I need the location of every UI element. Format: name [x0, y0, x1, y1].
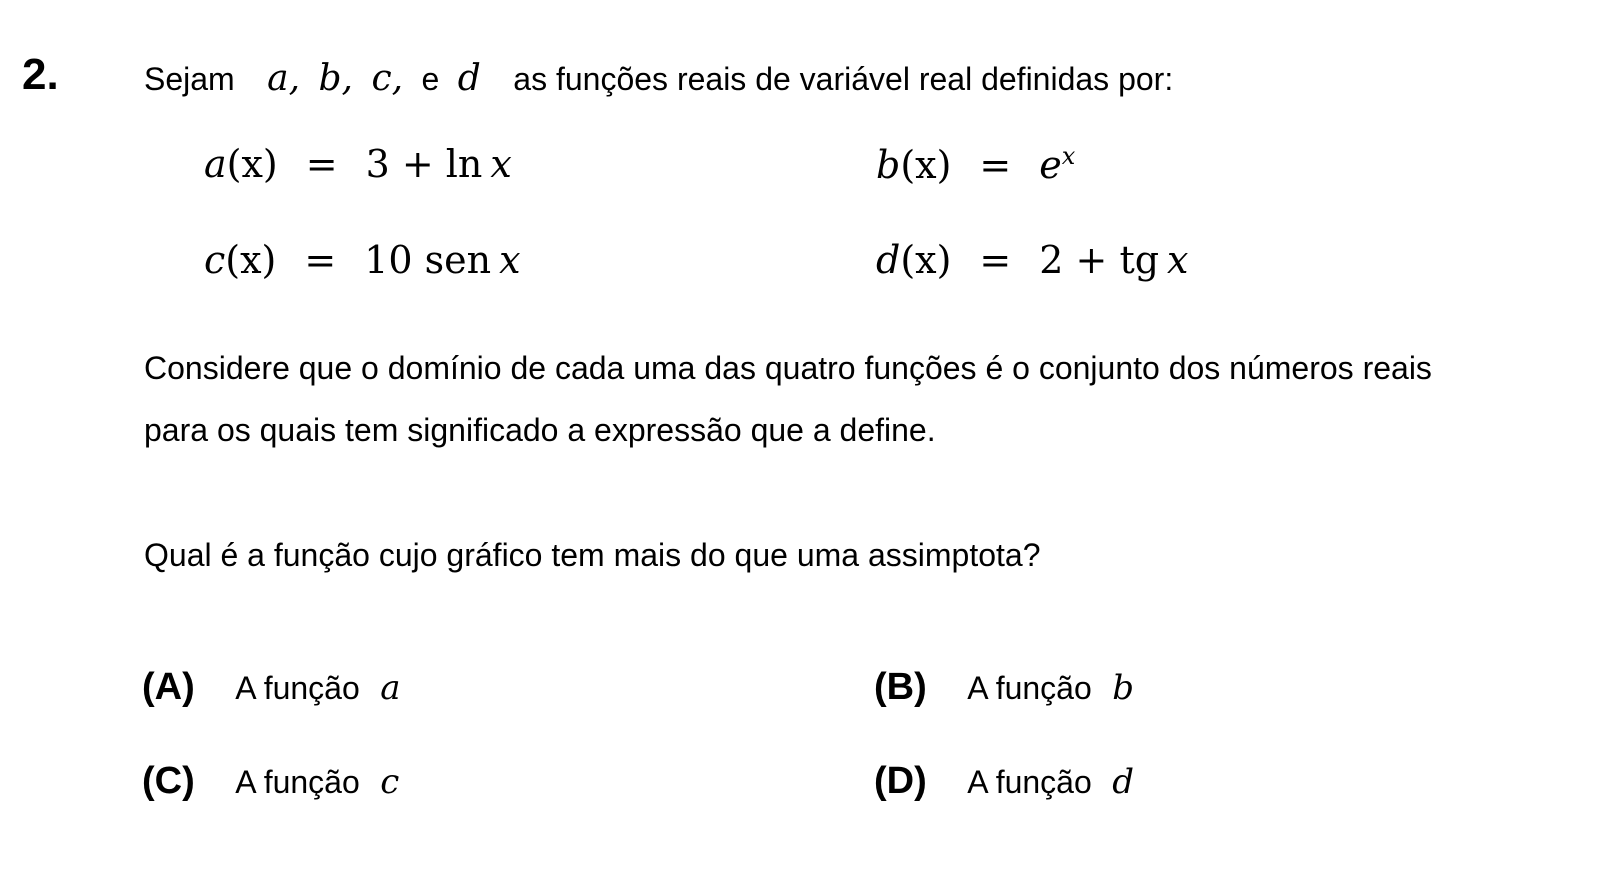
intro-suffix: as funções reais de variável real definidas por:	[513, 61, 1174, 97]
option-c-text: A função	[235, 764, 360, 800]
question-prompt: Qual é a função cujo gráfico tem mais do que uma assimptota?	[144, 537, 1041, 573]
def-c-arg: (x)	[225, 238, 277, 282]
def-b-base: e	[1039, 143, 1062, 187]
intro-var-b: b,	[318, 58, 354, 99]
def-d-name: d	[876, 238, 901, 282]
def-b-exponent: x	[1061, 142, 1076, 170]
def-a-rhs: 3 + ln	[365, 142, 483, 186]
question-intro	[144, 58, 1173, 99]
question-number: 2.	[22, 50, 59, 99]
def-d-equals: =	[979, 238, 1012, 282]
option-c-letter: (C)	[142, 760, 195, 802]
intro-var-d: d	[457, 58, 481, 99]
paragraph-line-2: para os quais tem significado a expressão que a define.	[144, 412, 936, 448]
def-a-var: x	[490, 142, 512, 186]
option-c[interactable]	[142, 760, 399, 803]
definition-a	[204, 142, 512, 186]
option-d-letter: (D)	[874, 760, 927, 802]
option-a-letter: (A)	[142, 666, 195, 708]
definition-b	[876, 142, 1075, 187]
def-d-rhs: 2 + tg	[1039, 238, 1160, 282]
def-d-arg: (x)	[900, 238, 952, 282]
option-b-var: b	[1112, 668, 1134, 708]
def-c-rhs: 10 sen	[364, 238, 492, 282]
option-b-letter: (B)	[874, 666, 927, 708]
option-d-text: A função	[967, 764, 1092, 800]
intro-prefix: Sejam	[144, 61, 235, 97]
def-a-equals: =	[305, 142, 338, 186]
option-a[interactable]	[142, 666, 401, 709]
intro-var-a: a,	[267, 58, 301, 99]
def-a-name: a	[204, 142, 227, 186]
option-b-text: A função	[967, 670, 1092, 706]
def-c-equals: =	[304, 238, 337, 282]
def-b-equals: =	[979, 143, 1012, 187]
def-b-name: b	[876, 143, 901, 187]
option-d-var: d	[1112, 762, 1134, 802]
def-c-name: c	[204, 238, 226, 282]
option-a-text: A função	[235, 670, 360, 706]
option-c-var: c	[380, 762, 400, 802]
def-b-arg: (x)	[900, 143, 952, 187]
definition-d	[876, 238, 1188, 282]
option-a-var: a	[380, 668, 401, 708]
option-b[interactable]	[874, 666, 1134, 709]
option-d[interactable]	[874, 760, 1134, 803]
def-c-var: x	[499, 238, 521, 282]
def-d-var: x	[1167, 238, 1189, 282]
def-a-arg: (x)	[226, 142, 278, 186]
intro-var-c: c,	[371, 58, 404, 99]
intro-conjunction: e	[421, 61, 440, 97]
definition-c	[204, 238, 521, 282]
paragraph-line-1: Considere que o domínio de cada uma das quatro funções é o conjunto dos números reais	[144, 350, 1432, 386]
